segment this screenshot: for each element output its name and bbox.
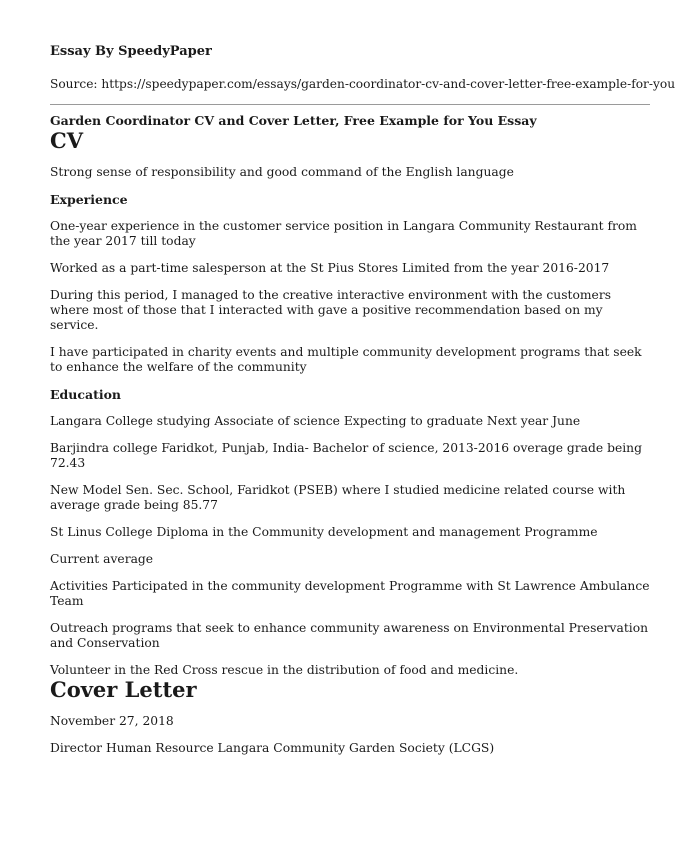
education-item: Barjindra college Faridkot, Punjab, India- Bachelor of science, 2013-2016 overage grade being 72.43 — [50, 441, 642, 470]
education-item: New Model Sen. Sec. School, Faridkot (PSEB) where I studied medicine related course with average grade being 85.77 — [50, 483, 626, 512]
essay-title: Garden Coordinator CV and Cover Letter, Free Example for You Essay — [50, 113, 537, 128]
experience-heading: Experience — [50, 192, 128, 207]
education-item: Langara College studying Associate of science Expecting to graduate Next year June — [50, 414, 581, 428]
source-url: Source: https://speedypaper.com/essays/garden-coordinator-cv-and-cover-letter-free-example-for-you — [50, 77, 676, 91]
experience-item: I have participated in charity events and multiple community development programs that seek to enhance the welfare of the community — [50, 345, 642, 374]
letter-date: November 27, 2018 — [50, 714, 174, 728]
experience-item: One-year experience in the customer service position in Langara Community Restaurant from the year 2017 till today — [50, 219, 637, 248]
education-item: Current average — [50, 552, 154, 566]
cover-letter-heading: Cover Letter — [50, 677, 197, 702]
education-item: St Linus College Diploma in the Community development and management Programme — [50, 525, 598, 539]
essay-by-label: Essay By SpeedyPaper — [50, 44, 212, 59]
education-item: Activities Participated in the community development Programme with St Lawrence Ambulance Team — [50, 579, 650, 608]
experience-item: During this period, I managed to the creative interactive environment with the customers where most of those that I interacted with gave a positive recommendation based on my service. — [50, 288, 612, 332]
cv-intro: Strong sense of responsibility and good command of the English language — [50, 165, 514, 179]
header-divider — [50, 104, 650, 105]
education-heading: Education — [50, 387, 122, 402]
letter-recipient: Director Human Resource Langara Community Garden Society (LCGS) — [50, 741, 495, 755]
education-item: Outreach programs that seek to enhance community awareness on Environmental Preservation and Conservation — [50, 621, 649, 650]
experience-item: Worked as a part-time salesperson at the St Pius Stores Limited from the year 2016-2017 — [50, 261, 610, 275]
education-item: Volunteer in the Red Cross rescue in the distribution of food and medicine. — [50, 663, 519, 677]
cv-heading: CV — [50, 128, 84, 153]
